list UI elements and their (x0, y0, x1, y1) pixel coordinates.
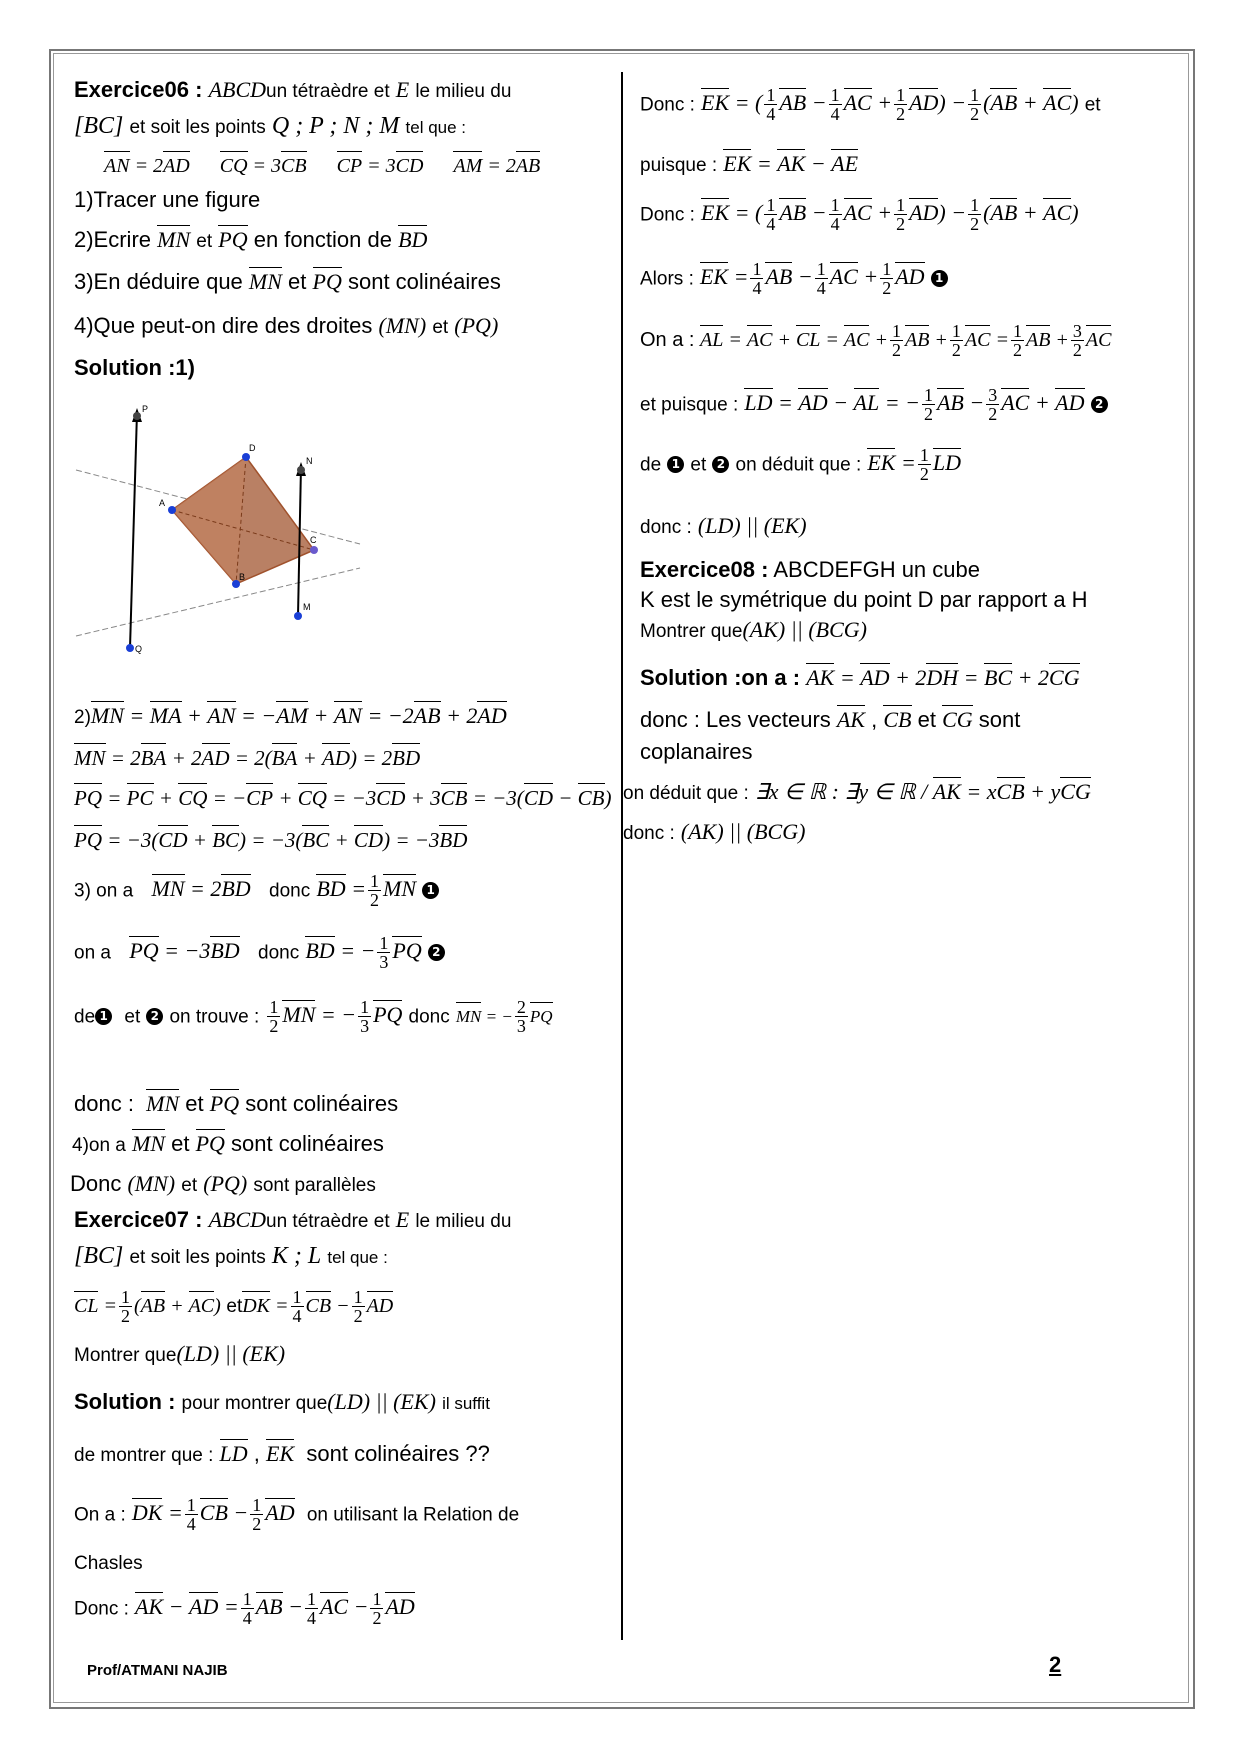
ex06-solution-title: Solution :1) (74, 355, 195, 380)
ex06-sol3-line1: 3) on a MN = 2BD donc BD = $\frac{1}{2}$ MN 1 (74, 872, 439, 909)
ex08-title-line: Exercice08 : ABCDEFGH un cube (640, 557, 980, 582)
point-D (242, 453, 250, 461)
point-C (310, 546, 318, 554)
ex06-sol4-line1: 4)on a MN et PQ sont colinéaires (72, 1131, 384, 1156)
ex08-solution-line3: coplanaires (640, 739, 753, 764)
ex06-sol2-line4: PQ = −3(CD + BC) = −3(BC + CD) = −3BD (74, 828, 468, 852)
ex06-sol2-line2: MN = 2BA + 2AD = 2(BA + AD) = 2BD (74, 746, 421, 770)
ex06-sol2-line3: PQ = PC + CQ = −CP + CQ = −3CD + 3CB = −3(CD − CB) (74, 786, 612, 810)
ex06-sol3-line3: de 1 et 2 on trouve : $\frac{1}{2}$ MN = − $\frac{1}{3}$ PQ donc MN = − $\frac{2}{3}$ PQ (74, 997, 553, 1036)
ex07-chasles: Chasles (74, 1553, 143, 1574)
ex08-solution-line2: donc : Les vecteurs AK , CB et CG sont (640, 707, 1021, 732)
point-Q (126, 644, 134, 652)
ex08-statement: K est le symétrique du point D par rapport a H (640, 587, 1088, 612)
ex07-title: Exercice07 : (74, 1207, 203, 1232)
point-P (133, 412, 141, 420)
ex08-title: Exercice08 : (640, 557, 769, 582)
ex06-sol3-line2: on a PQ = −3BD donc BD = − $\frac{1}{3}$ PQ 2 (74, 934, 445, 971)
svg-text:C: C (310, 535, 317, 545)
page-number: 2 (1049, 1652, 1062, 1677)
ex07-solution-line2: de montrer que : LD , EK sont colinéaires ?? (74, 1441, 490, 1466)
ex07-ek-line3: Donc : EK = ( $\frac{1}{4}$ AB − $\frac{1}{4}$ AC + $\frac{1}{2}$ AD) − $\frac{1}{2}$ (AB + AC) (640, 195, 1079, 234)
tetrahedron-figure (74, 398, 374, 668)
svg-text:N: N (306, 456, 313, 466)
footer-author: Prof/ATMANI NAJIB (87, 1662, 228, 1679)
ex06-statement-line1: Exercice06 : ABCDun tétraèdre et E le milieu du (74, 77, 512, 102)
ex07-ek-line1: Donc : EK = ( $\frac{1}{4}$ AB − $\frac{1}{4}$ AC + $\frac{1}{2}$ AD) − $\frac{1}{2}$ (AB + AC) et (640, 85, 1101, 124)
plane-line-bottom (76, 568, 360, 636)
ex08-conclusion: donc : (AK) || (BCG) (623, 819, 806, 844)
svg-text:D: D (249, 443, 256, 453)
ex06-question2: 2)Ecrire MN et PQ en fonction de BD (74, 227, 428, 252)
vector-QP (130, 412, 137, 648)
ex08-solution-line1: Solution :on a : AK = AD + 2DH = BC + 2CG (640, 665, 1080, 690)
svg-text:Q: Q (135, 644, 143, 654)
ex07-al-line: On a : AL = AC + CL = AC + $\frac{1}{2}$ AB + $\frac{1}{2}$ AC = $\frac{1}{2}$ AB + $\frac{3}{2}$ AC (640, 321, 1112, 360)
point-A (168, 506, 176, 514)
svg-text:A: A (159, 498, 166, 508)
ex07-definitions: CL = $\frac{1}{2}$ (AB + AC) etDK = $\frac{1}{4}$ CB − $\frac{1}{2}$ AD (74, 1287, 394, 1326)
svg-text:P: P (142, 404, 149, 414)
ex06-title: Exercice06 : (74, 77, 203, 102)
ex07-statement-line1: Exercice07 : ABCDun tétraèdre et E le milieu du (74, 1207, 512, 1232)
ex06-question4: 4)Que peut-on dire des droites (MN) et (PQ) (74, 313, 499, 338)
point-N (297, 466, 305, 474)
svg-text:M: M (303, 602, 311, 612)
column-divider (621, 72, 623, 1640)
ex08-question: Montrer que(AK) || (BCG) (640, 617, 867, 642)
svg-text:B: B (239, 572, 246, 582)
ex07-ld-line: et puisque : LD = AD − AL = − $\frac{1}{2}$ AB − $\frac{3}{2}$ AC + AD 2 (640, 386, 1108, 423)
ex06-question3: 3)En déduire que MN et PQ sont colinéaires (74, 269, 501, 294)
ex08-solution-line4: on déduit que : ∃x ∈ ℝ : ∃y ∈ ℝ / AK = xCB + yCG (623, 779, 1091, 804)
ex07-ek-line4: Alors : EK = $\frac{1}{4}$ AB − $\frac{1}{4}$ AC + $\frac{1}{2}$ AD 1 (640, 260, 948, 297)
ex06-statement-line2: [BC] et soit les points Q ; P ; N ; M tel que : (74, 113, 467, 139)
ex07-conclusion: donc : (LD) || (EK) (640, 513, 807, 538)
ex06-definitions: AN = 2AD CQ = 3CB CP = 3CD AM = 2AB (104, 152, 540, 180)
ex06-sol2-line1: 2)MN = MA + AN = −AM + AN = −2AB + 2AD (74, 703, 507, 728)
ex07-solution-line4: Donc : AK − AD = $\frac{1}{4}$ AB − $\frac{1}{4}$ AC − $\frac{1}{2}$ AD (74, 1589, 415, 1628)
ex07-ek-line2: puisque : EK = AK − AE (640, 151, 859, 176)
point-M (294, 612, 302, 620)
ex07-question: Montrer que(LD) || (EK) (74, 1341, 286, 1366)
ex06-sol4-line2: Donc (MN) et (PQ) sont parallèles (70, 1171, 376, 1196)
ex07-solution-line3: On a : DK = $\frac{1}{4}$ CB − $\frac{1}{2}$ AD on utilisant la Relation de (74, 1495, 520, 1534)
ex07-statement-line2: [BC] et soit les points K ; L tel que : (74, 1243, 388, 1269)
ex06-question1: 1)Tracer une figure (74, 187, 261, 212)
ex07-solution-line1: Solution : pour montrer que(LD) || (EK) il suffit (74, 1389, 490, 1414)
ex06-conclusion-colinear: donc : MN et PQ sont colinéaires (74, 1091, 399, 1116)
ex07-deduction-line: de 1 et 2 on déduit que : EK = $\frac{1}{2}$ LD (640, 445, 961, 484)
